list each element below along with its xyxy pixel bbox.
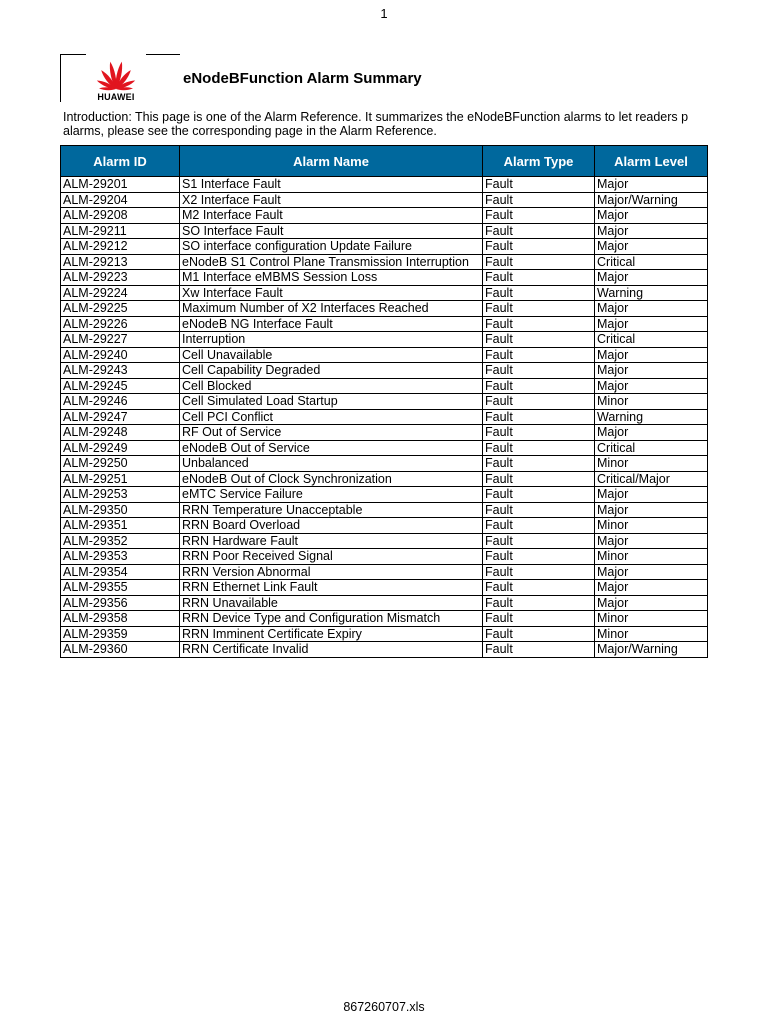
- alarm-level-cell[interactable]: Critical/Major: [595, 471, 708, 487]
- table-row[interactable]: [61, 378, 708, 394]
- alarm-name-cell[interactable]: eNodeB Out of Service: [180, 440, 483, 456]
- alarm-level-cell[interactable]: Minor: [595, 394, 708, 410]
- alarm-level-cell[interactable]: Critical: [595, 254, 708, 270]
- alarm-id-cell[interactable]: ALM-29211: [61, 223, 180, 239]
- alarm-id-cell[interactable]: ALM-29360: [61, 642, 180, 658]
- table-header-row: [61, 146, 708, 177]
- alarm-type-cell[interactable]: Fault: [483, 301, 595, 317]
- column-header-alarm-type[interactable]: Alarm Type: [483, 146, 595, 177]
- alarm-level-cell[interactable]: Minor: [595, 626, 708, 642]
- alarm-table: [60, 145, 708, 658]
- alarm-level-cell[interactable]: Major: [595, 425, 708, 441]
- table-row[interactable]: [61, 549, 708, 565]
- header-rule-left: [60, 54, 86, 55]
- alarm-name-cell[interactable]: M1 Interface eMBMS Session Loss: [180, 270, 483, 286]
- alarm-type-cell[interactable]: Fault: [483, 394, 595, 410]
- alarm-id-cell[interactable]: ALM-29240: [61, 347, 180, 363]
- alarm-type-cell[interactable]: Fault: [483, 626, 595, 642]
- alarm-level-cell[interactable]: Major: [595, 223, 708, 239]
- alarm-level-cell[interactable]: Warning: [595, 409, 708, 425]
- alarm-type-cell[interactable]: Fault: [483, 192, 595, 208]
- alarm-id-cell[interactable]: ALM-29246: [61, 394, 180, 410]
- table-row[interactable]: [61, 564, 708, 580]
- alarm-id-cell[interactable]: ALM-29249: [61, 440, 180, 456]
- alarm-type-cell[interactable]: Fault: [483, 456, 595, 472]
- alarm-id-cell[interactable]: ALM-29247: [61, 409, 180, 425]
- alarm-type-cell[interactable]: Fault: [483, 564, 595, 580]
- alarm-name-cell[interactable]: SO interface configuration Update Failure: [180, 239, 483, 255]
- alarm-id-cell[interactable]: ALM-29352: [61, 533, 180, 549]
- alarm-name-cell[interactable]: X2 Interface Fault: [180, 192, 483, 208]
- alarm-level-cell[interactable]: Major: [595, 239, 708, 255]
- header-rule-vertical: [60, 54, 61, 102]
- alarm-name-cell[interactable]: eMTC Service Failure: [180, 487, 483, 503]
- alarm-type-cell[interactable]: Fault: [483, 347, 595, 363]
- alarm-type-cell[interactable]: Fault: [483, 332, 595, 348]
- alarm-name-cell[interactable]: RRN Certificate Invalid: [180, 642, 483, 658]
- alarm-name-cell[interactable]: eNodeB S1 Control Plane Transmission Interruption: [180, 254, 483, 270]
- alarm-id-cell[interactable]: ALM-29224: [61, 285, 180, 301]
- alarm-id-cell[interactable]: ALM-29353: [61, 549, 180, 565]
- alarm-level-cell[interactable]: Major: [595, 502, 708, 518]
- alarm-id-cell[interactable]: ALM-29208: [61, 208, 180, 224]
- alarm-id-cell[interactable]: ALM-29212: [61, 239, 180, 255]
- alarm-type-cell[interactable]: Fault: [483, 285, 595, 301]
- alarm-level-cell[interactable]: Major: [595, 378, 708, 394]
- footer-filename: 867260707.xls: [343, 1000, 425, 1014]
- alarm-type-cell[interactable]: Fault: [483, 580, 595, 596]
- alarm-id-cell[interactable]: ALM-29251: [61, 471, 180, 487]
- column-header-alarm-id[interactable]: Alarm ID: [61, 146, 180, 177]
- alarm-level-cell[interactable]: Critical: [595, 440, 708, 456]
- table-row[interactable]: [61, 254, 708, 270]
- alarm-id-cell[interactable]: ALM-29355: [61, 580, 180, 596]
- alarm-type-cell[interactable]: Fault: [483, 487, 595, 503]
- intro-line-2: alarms, please see the corresponding page in the Alarm Reference.: [63, 124, 437, 138]
- table-row[interactable]: [61, 502, 708, 518]
- alarm-type-cell[interactable]: Fault: [483, 611, 595, 627]
- table-row[interactable]: [61, 316, 708, 332]
- alarm-name-cell[interactable]: Interruption: [180, 332, 483, 348]
- table-row[interactable]: [61, 642, 708, 658]
- alarm-type-cell[interactable]: Fault: [483, 208, 595, 224]
- alarm-level-cell[interactable]: Major/Warning: [595, 642, 708, 658]
- alarm-level-cell[interactable]: Major: [595, 177, 708, 193]
- alarm-level-cell[interactable]: Major: [595, 270, 708, 286]
- table-row[interactable]: [61, 533, 708, 549]
- alarm-type-cell[interactable]: Fault: [483, 440, 595, 456]
- alarm-name-cell[interactable]: RRN Poor Received Signal: [180, 549, 483, 565]
- alarm-type-cell[interactable]: Fault: [483, 363, 595, 379]
- alarm-table-body: [61, 177, 708, 658]
- alarm-type-cell[interactable]: Fault: [483, 378, 595, 394]
- alarm-id-cell[interactable]: ALM-29248: [61, 425, 180, 441]
- alarm-id-cell[interactable]: ALM-29359: [61, 626, 180, 642]
- alarm-name-cell[interactable]: SO Interface Fault: [180, 223, 483, 239]
- table-row[interactable]: [61, 409, 708, 425]
- alarm-name-cell[interactable]: Cell Unavailable: [180, 347, 483, 363]
- alarm-id-cell[interactable]: ALM-29225: [61, 301, 180, 317]
- alarm-name-cell[interactable]: Xw Interface Fault: [180, 285, 483, 301]
- table-row[interactable]: [61, 285, 708, 301]
- table-row[interactable]: [61, 611, 708, 627]
- alarm-name-cell[interactable]: Cell Simulated Load Startup: [180, 394, 483, 410]
- table-row[interactable]: [61, 347, 708, 363]
- alarm-level-cell[interactable]: Minor: [595, 611, 708, 627]
- alarm-type-cell[interactable]: Fault: [483, 223, 595, 239]
- page-title: eNodeBFunction Alarm Summary: [183, 70, 422, 87]
- alarm-level-cell[interactable]: Major: [595, 487, 708, 503]
- alarm-name-cell[interactable]: Cell Capability Degraded: [180, 363, 483, 379]
- alarm-type-cell[interactable]: Fault: [483, 642, 595, 658]
- column-header-alarm-level[interactable]: Alarm Level: [595, 146, 708, 177]
- alarm-level-cell[interactable]: Warning: [595, 285, 708, 301]
- alarm-name-cell[interactable]: RRN Hardware Fault: [180, 533, 483, 549]
- alarm-id-cell[interactable]: ALM-29350: [61, 502, 180, 518]
- alarm-type-cell[interactable]: Fault: [483, 239, 595, 255]
- alarm-level-cell[interactable]: Major: [595, 595, 708, 611]
- alarm-id-cell[interactable]: ALM-29223: [61, 270, 180, 286]
- alarm-type-cell[interactable]: Fault: [483, 533, 595, 549]
- page-number: 1: [380, 6, 388, 21]
- header-rule-right: [146, 54, 180, 55]
- alarm-type-cell[interactable]: Fault: [483, 471, 595, 487]
- alarm-name-cell[interactable]: M2 Interface Fault: [180, 208, 483, 224]
- table-row[interactable]: [61, 363, 708, 379]
- alarm-type-cell[interactable]: Fault: [483, 254, 595, 270]
- table-row[interactable]: [61, 518, 708, 534]
- alarm-type-cell[interactable]: Fault: [483, 270, 595, 286]
- intro-paragraph: [63, 110, 708, 138]
- alarm-name-cell[interactable]: RRN Ethernet Link Fault: [180, 580, 483, 596]
- alarm-name-cell[interactable]: eNodeB NG Interface Fault: [180, 316, 483, 332]
- table-row[interactable]: [61, 239, 708, 255]
- table-row[interactable]: [61, 223, 708, 239]
- alarm-level-cell[interactable]: Major: [595, 301, 708, 317]
- alarm-id-cell[interactable]: ALM-29201: [61, 177, 180, 193]
- table-row[interactable]: [61, 394, 708, 410]
- alarm-id-cell[interactable]: ALM-29358: [61, 611, 180, 627]
- alarm-type-cell[interactable]: Fault: [483, 409, 595, 425]
- alarm-id-cell[interactable]: ALM-29245: [61, 378, 180, 394]
- table-row[interactable]: [61, 580, 708, 596]
- table-row[interactable]: [61, 332, 708, 348]
- table-row[interactable]: [61, 487, 708, 503]
- alarm-type-cell[interactable]: Fault: [483, 518, 595, 534]
- alarm-level-cell[interactable]: Minor: [595, 456, 708, 472]
- alarm-level-cell[interactable]: Major: [595, 564, 708, 580]
- table-row[interactable]: [61, 440, 708, 456]
- alarm-level-cell[interactable]: Major: [595, 363, 708, 379]
- alarm-level-cell[interactable]: Minor: [595, 518, 708, 534]
- table-row[interactable]: [61, 177, 708, 193]
- alarm-name-cell[interactable]: Cell PCI Conflict: [180, 409, 483, 425]
- alarm-level-cell[interactable]: Critical: [595, 332, 708, 348]
- alarm-level-cell[interactable]: Major: [595, 316, 708, 332]
- alarm-id-cell[interactable]: ALM-29243: [61, 363, 180, 379]
- table-row[interactable]: [61, 192, 708, 208]
- alarm-level-cell[interactable]: Major/Warning: [595, 192, 708, 208]
- alarm-id-cell[interactable]: ALM-29204: [61, 192, 180, 208]
- table-row[interactable]: [61, 471, 708, 487]
- logo-wordmark: HUAWEI: [97, 92, 135, 102]
- table-row[interactable]: [61, 626, 708, 642]
- table-row[interactable]: [61, 270, 708, 286]
- alarm-name-cell[interactable]: RRN Imminent Certificate Expiry: [180, 626, 483, 642]
- column-header-alarm-name[interactable]: Alarm Name: [180, 146, 483, 177]
- huawei-flower-icon: [88, 58, 144, 92]
- alarm-name-cell[interactable]: Cell Blocked: [180, 378, 483, 394]
- alarm-id-cell[interactable]: ALM-29253: [61, 487, 180, 503]
- table-row[interactable]: [61, 425, 708, 441]
- alarm-name-cell[interactable]: RRN Version Abnormal: [180, 564, 483, 580]
- alarm-type-cell[interactable]: Fault: [483, 595, 595, 611]
- alarm-type-cell[interactable]: Fault: [483, 549, 595, 565]
- table-row[interactable]: [61, 456, 708, 472]
- alarm-name-cell[interactable]: Maximum Number of X2 Interfaces Reached: [180, 301, 483, 317]
- alarm-id-cell[interactable]: ALM-29250: [61, 456, 180, 472]
- intro-line-1: Introduction: This page is one of the Alarm Reference. It summarizes the eNodeBFunction alarms to let readers p: [63, 110, 689, 124]
- table-row[interactable]: [61, 595, 708, 611]
- alarm-name-cell[interactable]: RRN Device Type and Configuration Mismatch: [180, 611, 483, 627]
- alarm-type-cell[interactable]: Fault: [483, 502, 595, 518]
- alarm-name-cell[interactable]: S1 Interface Fault: [180, 177, 483, 193]
- table-row[interactable]: [61, 301, 708, 317]
- alarm-name-cell[interactable]: RRN Temperature Unacceptable: [180, 502, 483, 518]
- alarm-id-cell[interactable]: ALM-29356: [61, 595, 180, 611]
- alarm-name-cell[interactable]: RF Out of Service: [180, 425, 483, 441]
- alarm-level-cell[interactable]: Major: [595, 533, 708, 549]
- alarm-type-cell[interactable]: Fault: [483, 425, 595, 441]
- alarm-level-cell[interactable]: Major: [595, 580, 708, 596]
- alarm-name-cell[interactable]: RRN Unavailable: [180, 595, 483, 611]
- alarm-level-cell[interactable]: Major: [595, 347, 708, 363]
- alarm-level-cell[interactable]: Major: [595, 208, 708, 224]
- alarm-id-cell[interactable]: ALM-29354: [61, 564, 180, 580]
- table-row[interactable]: [61, 208, 708, 224]
- alarm-id-cell[interactable]: ALM-29226: [61, 316, 180, 332]
- alarm-id-cell[interactable]: ALM-29351: [61, 518, 180, 534]
- huawei-logo: [88, 58, 144, 104]
- alarm-name-cell[interactable]: eNodeB Out of Clock Synchronization: [180, 471, 483, 487]
- alarm-id-cell[interactable]: ALM-29213: [61, 254, 180, 270]
- alarm-name-cell[interactable]: RRN Board Overload: [180, 518, 483, 534]
- alarm-type-cell[interactable]: Fault: [483, 316, 595, 332]
- alarm-level-cell[interactable]: Minor: [595, 549, 708, 565]
- alarm-name-cell[interactable]: Unbalanced: [180, 456, 483, 472]
- alarm-id-cell[interactable]: ALM-29227: [61, 332, 180, 348]
- alarm-type-cell[interactable]: Fault: [483, 177, 595, 193]
